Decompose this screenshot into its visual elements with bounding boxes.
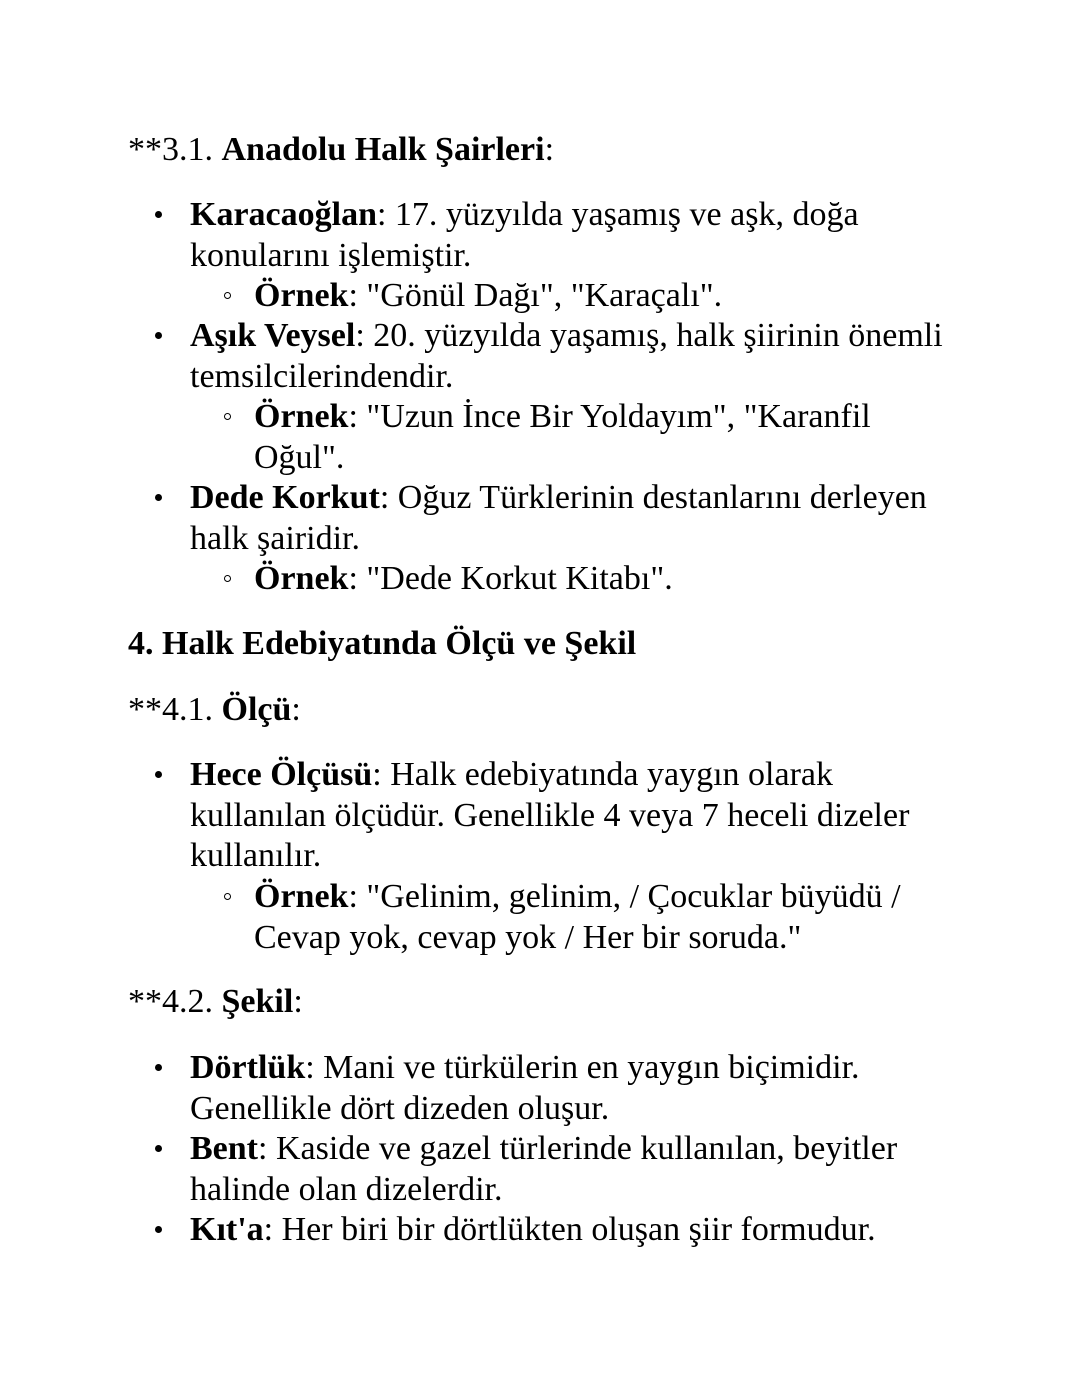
list-item-term: Dörtlük xyxy=(190,1049,306,1086)
sub-item-text: : "Gelinim, gelinim, / Çocuklar büyüdü / Cevap yok, cevap yok / Her bir soruda." xyxy=(254,878,901,956)
sub-item-term: Örnek xyxy=(254,277,349,314)
sub-item-term: Örnek xyxy=(254,398,349,435)
bullet-icon xyxy=(155,1064,162,1071)
heading-4-2-title: Şekil xyxy=(221,983,294,1020)
list-item-karacaoglan xyxy=(190,195,950,276)
list-item-term: Kıt'a xyxy=(190,1211,264,1248)
list-item-text: : Kaside ve gazel türlerinde kullanılan, beyitler halinde olan dizelerdir. xyxy=(190,1130,898,1208)
list-item-dortluk xyxy=(190,1048,950,1129)
list-item-text: : 20. yüzyılda yaşamış, halk şiirinin önemli temsilcilerindendir. xyxy=(190,317,943,395)
list-item-term: Karacaoğlan xyxy=(190,196,377,233)
list-item-term: Dede Korkut xyxy=(190,479,380,516)
section-4-title: 4. Halk Edebiyatında Ölçü ve Şekil xyxy=(128,625,637,662)
list-item-term: Aşık Veysel xyxy=(190,317,356,354)
circle-bullet-icon xyxy=(224,893,231,900)
bullet-icon xyxy=(155,771,162,778)
heading-4-1-prefix: **4.1. xyxy=(128,691,222,728)
list-item-text: : Oğuz Türklerinin destanlarını derleyen halk şairidir. xyxy=(190,479,927,557)
sub-item-text: : "Dede Korkut Kitabı". xyxy=(348,560,673,597)
list-item-text: : 17. yüzyılda yaşamış ve aşk, doğa konularını işlemiştir. xyxy=(190,196,859,274)
list-item-term: Hece Ölçüsü xyxy=(190,756,373,793)
heading-3-1-title: Anadolu Halk Şairleri xyxy=(221,131,545,168)
circle-bullet-icon xyxy=(224,413,231,420)
bullet-icon xyxy=(155,1226,162,1233)
list-item-term: Bent xyxy=(190,1130,258,1167)
sub-item-term: Örnek xyxy=(254,878,349,915)
list-item-text: : Halk edebiyatında yaygın olarak kullanılan ölçüdür. Genellikle 4 veya 7 heceli dizeler kullanılır. xyxy=(190,756,910,874)
list-item-bent xyxy=(190,1129,950,1210)
heading-4-1-title: Ölçü xyxy=(221,691,292,728)
sub-item-dede-korkut-example xyxy=(254,559,954,600)
sub-item-text: : "Uzun İnce Bir Yoldayım", "Karanfil Oğul". xyxy=(254,398,871,476)
list-item-kita xyxy=(190,1210,950,1251)
heading-3-1-prefix: **3.1. xyxy=(128,131,222,168)
list-item-hece-olcusu xyxy=(190,755,950,877)
bullet-icon xyxy=(155,1145,162,1152)
list-item-asik-veysel xyxy=(190,316,950,397)
circle-bullet-icon xyxy=(224,292,231,299)
heading-3-1 xyxy=(128,130,554,170)
list-item-text: : Her biri bir dörtlükten oluşan şiir formudur. xyxy=(263,1211,876,1248)
heading-4-2-prefix: **4.2. xyxy=(128,983,222,1020)
sub-item-term: Örnek xyxy=(254,560,349,597)
circle-bullet-icon xyxy=(224,575,231,582)
list-item-dede-korkut xyxy=(190,478,950,559)
heading-4-1-suffix: : xyxy=(291,691,301,728)
heading-3-1-suffix: : xyxy=(544,131,555,168)
list-item-text: : Mani ve türkülerin en yaygın biçimidir. Genellikle dört dizeden oluşur. xyxy=(190,1049,860,1127)
sub-item-text: : "Gönül Dağı", "Karaçalı". xyxy=(348,277,723,314)
bullet-icon xyxy=(155,211,162,218)
sub-item-asik-veysel-example xyxy=(254,397,954,478)
bullet-icon xyxy=(155,494,162,501)
bullet-icon xyxy=(155,332,162,339)
sub-item-karacaoglan-example xyxy=(254,276,954,317)
sub-item-hece-olcusu-example xyxy=(254,877,954,958)
heading-4-2 xyxy=(128,982,303,1022)
heading-4-2-suffix: : xyxy=(293,983,303,1020)
heading-4-1 xyxy=(128,690,301,730)
